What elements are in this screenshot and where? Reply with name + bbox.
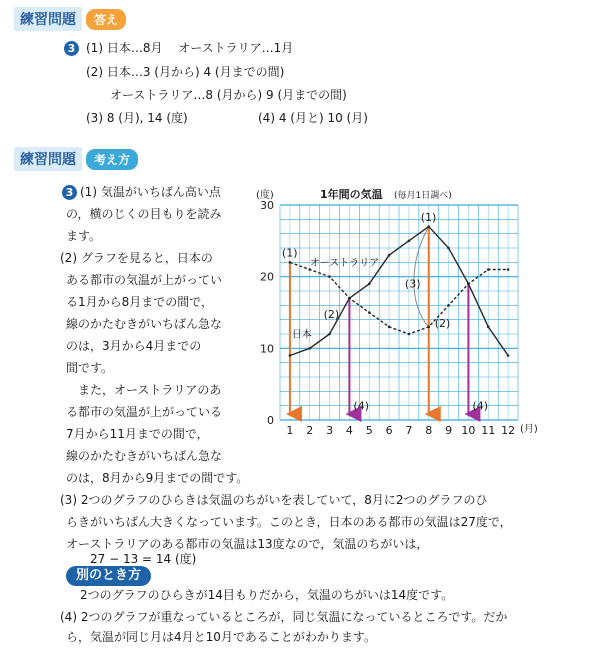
data-point [427,225,430,228]
data-point [308,347,311,350]
explain-p3-line-2: る都市の気温が上がっている [66,405,223,419]
data-point [368,311,371,314]
explain-p1-line-2: の，横のじくの目もりを読み [66,207,222,221]
y-tick-label: 10 [260,342,274,356]
annotation-4-april: (4) [353,399,370,413]
y-tick-label: 30 [260,199,274,212]
alt-method-badge: 別のとき方 [66,566,151,586]
explain-p2-line-1: (2) グラフを見ると，日本の [60,251,213,265]
x-tick-label: 6 [385,424,393,437]
data-point [507,268,510,271]
explain-number-badge: 3 [62,185,77,200]
alt-method-text: 2つのグラフのひらきが14目もりだから，気温のちがいは14度です。 [80,588,454,602]
x-tick-label: 9 [445,424,453,437]
chart-subtitle: (毎月1日調べ) [394,191,452,201]
annotation-2-japan: (2) [323,308,340,322]
x-tick-label: 5 [365,424,373,437]
data-point [447,304,450,307]
explain-p3-line-3: 7月から11月までの間で， [66,427,209,441]
x-tick-label: 11 [481,424,496,437]
explain-p3-line-4: 線のかたむきがいちばん急な [66,449,223,463]
explain-p1-line-3: ます。 [66,229,102,243]
chart-y-axis-label: (度) [256,190,274,201]
explain-p5-line-2: ら，気温が同じ月は4月と10月であることがわかります。 [66,630,376,644]
data-point [388,254,391,257]
explain-p5-line-1: (4) 2つのグラフが重なっているところが，同じ気温になっているところです。だか [60,610,508,624]
answer-line-4b: (4) 4 (月と) 10 (月) [258,111,368,125]
explain-p4-line-3: オーストラリアのある都市の気温は13度なので，気温のちがいは， [66,537,429,551]
y-tick-label: 0 [267,414,274,427]
data-point [408,333,411,336]
data-point [289,354,292,357]
data-point [328,275,331,278]
x-tick-label: 8 [425,424,433,437]
annotation-1-japan: (1) [420,210,437,224]
data-point [408,240,411,243]
data-point [487,326,490,329]
data-point [289,261,292,264]
data-point [427,326,430,329]
explain-header-title: 練習問題 [14,147,82,171]
explain-p3-line-5: のは，8月から9月までの間です。 [66,471,249,485]
answers-header [14,8,126,30]
answers-header-tag: 答え [86,9,126,30]
answer-line-2: (2) 日本…3 (月から) 4 (月までの間) [86,65,285,79]
annotation-4-october: (4) [472,399,489,413]
answer-line-3: オーストラリア…8 (月から) 9 (月までの間) [110,88,347,102]
data-point [507,354,510,357]
data-point [447,247,450,250]
legend-japan: 日本 [291,329,312,341]
x-tick-label: 7 [405,424,413,437]
explain-p2-line-6: 間です。 [66,361,114,375]
data-point [388,326,391,329]
x-tick-label: 2 [306,424,314,437]
explain-header [14,148,138,170]
explain-p2-line-2: ある都市の気温が上がってい [66,273,223,287]
answer-line-1: (1) 日本…8月 オーストラリア…1月 [86,41,294,55]
x-tick-label: 1 [286,424,294,437]
explain-p4-line-1: (3) 2つのグラフのひらきは気温のちがいを表していて，8月に2つのグラフのひ [60,493,488,507]
x-tick-label: 3 [326,424,334,437]
x-tick-label: 10 [461,424,476,437]
legend-australia: オーストラリア [309,257,380,269]
explain-p1-line-1: (1) 気温がいちばん高い点 [80,185,221,199]
data-point [368,283,371,286]
explain-p2-line-5: のは，3月から4月までの [66,339,202,353]
answer-line-4a: (3) 8 (月), 14 (度) [86,111,188,125]
x-tick-label: 12 [501,424,516,437]
data-point [328,333,331,336]
equation: 27 − 13 = 14 (度) [90,552,197,566]
explain-p2-line-3: る1月から8月までの間で， [66,295,214,309]
data-point [467,283,470,286]
data-point [348,297,351,300]
chart-x-axis-unit: (月) [520,424,538,435]
temperature-chart [250,180,550,440]
annotation-3: (3) [404,277,421,291]
answers-header-title: 練習問題 [14,7,82,31]
x-tick-label: 4 [345,424,353,437]
explain-header-tag: 考え方 [86,149,138,170]
annotation-1-australia: (1) [281,246,298,260]
explain-p4-line-2: らきがいちばん大きくなっています。このとき，日本のある都市の気温は27度で， [66,515,512,529]
answer-number-badge: 3 [64,41,79,56]
explain-p3-line-1: また，オーストラリアのあ [78,383,222,397]
chart-title: 1年間の気温 [320,188,383,201]
chart-annotations [282,211,488,412]
annotation-2-australia: (2) [434,316,451,330]
y-tick-label: 20 [260,270,274,284]
explain-p2-line-4: 線のかたむきがいちばん急な [66,317,223,331]
data-point [487,268,490,271]
